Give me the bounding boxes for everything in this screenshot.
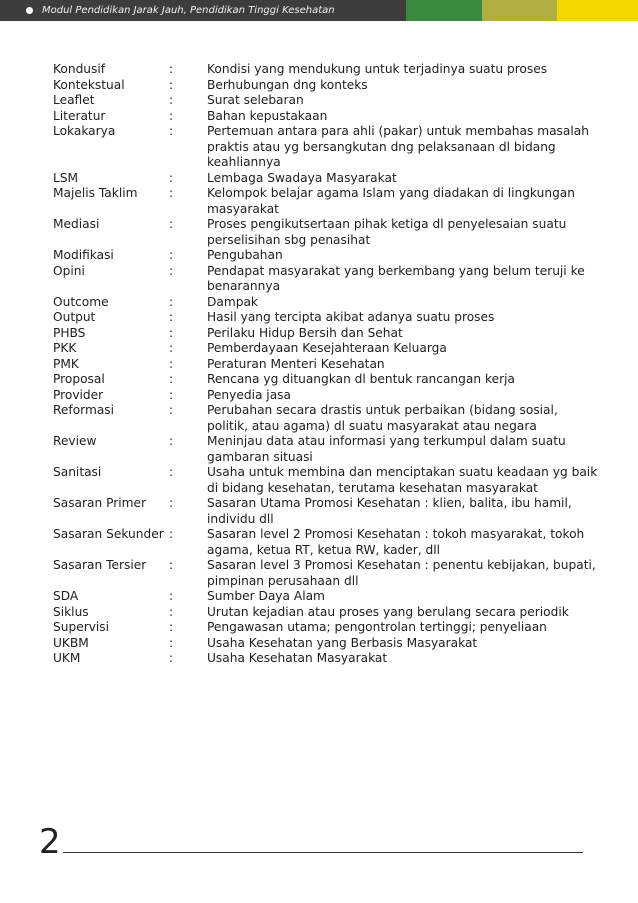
glossary-entry (53, 651, 598, 667)
glossary-term: Sanitasi (53, 465, 102, 479)
glossary-term: Proposal (53, 372, 105, 386)
glossary-definition: Surat selebaran (207, 93, 304, 107)
glossary-definition: Pendapat masyarakat yang berkembang yang belum teruji ke benarannya (207, 263, 585, 293)
glossary-entry (53, 388, 598, 404)
glossary-term: SDA (53, 589, 79, 603)
glossary-entry (53, 186, 598, 217)
glossary-term: Lokakarya (53, 124, 116, 138)
glossary-definition: Usaha Kesehatan yang Berbasis Masyarakat (207, 635, 478, 650)
glossary-separator: : (169, 620, 174, 634)
glossary-term: Outcome (53, 294, 109, 309)
glossary-definition: Usaha Kesehatan Masyarakat (207, 651, 388, 665)
glossary-separator: : (169, 341, 174, 355)
glossary-entry (53, 465, 598, 496)
glossary-term: Kondusif (53, 62, 106, 76)
glossary-term: Modifikasi (53, 248, 114, 262)
glossary-separator: : (169, 310, 174, 324)
glossary-entry (53, 372, 598, 388)
bullet-icon (26, 7, 33, 14)
glossary-entry (53, 264, 598, 295)
glossary-separator: : (169, 108, 174, 123)
glossary-definition: Kondisi yang mendukung untuk terjadinya suatu proses (207, 62, 548, 76)
glossary-term: UKBM (53, 635, 89, 650)
glossary-definition: Meninjau data atau informasi yang terkumpul dalam suatu gambaran situasi (207, 434, 566, 464)
glossary-separator: : (169, 465, 174, 479)
glossary-entry (53, 403, 598, 434)
glossary-entry (53, 341, 598, 357)
glossary-separator: : (169, 589, 174, 603)
glossary-definition: Pengubahan (207, 248, 283, 262)
glossary-term: Supervisi (53, 620, 110, 634)
glossary-definition: Pemberdayaan Kesejahteraan Keluarga (207, 341, 447, 355)
glossary-entry (53, 357, 598, 373)
glossary-separator: : (169, 372, 174, 386)
glossary-term: Literatur (53, 108, 106, 123)
glossary-separator: : (169, 387, 174, 402)
glossary-definition: Hasil yang tercipta akibat adanya suatu proses (207, 310, 495, 324)
glossary-entry (53, 171, 598, 187)
glossary-term: Siklus (53, 604, 89, 619)
glossary-entry (53, 527, 598, 558)
glossary-term: PKK (53, 341, 77, 355)
glossary-definition: Perubahan secara drastis untuk perbaikan (bidang sosial, politik, atau agama) dl suatu masyarakat atau negara (207, 403, 558, 433)
glossary-term: Output (53, 310, 96, 324)
glossary-separator: : (169, 170, 174, 185)
glossary-term: Sasaran Sekunder (53, 527, 164, 541)
glossary-separator: : (169, 325, 174, 340)
glossary-definition: Penyedia jasa (207, 387, 291, 402)
glossary-separator: : (169, 635, 174, 650)
glossary-entry (53, 636, 598, 652)
glossary-definition: Bahan kepustakaan (207, 108, 328, 123)
glossary-term: Majelis Taklim (53, 186, 138, 200)
glossary-definition: Peraturan Menteri Kesehatan (207, 356, 385, 371)
glossary-definition: Proses pengikutsertaan pihak ketiga dl penyelesaian suatu perselisihan sbg penasihat (207, 217, 567, 247)
glossary-definition: Pengawasan utama; pengontrolan tertinggi; penyeliaan (207, 620, 547, 634)
glossary-separator: : (169, 403, 174, 417)
glossary-definition: Sumber Daya Alam (207, 589, 325, 603)
glossary-separator: : (169, 496, 174, 510)
glossary-entry (53, 620, 598, 636)
glossary-definition: Perilaku Hidup Bersih dan Sehat (207, 325, 403, 340)
glossary-entry (53, 605, 598, 621)
glossary-term: Sasaran Primer (53, 496, 147, 510)
glossary-separator: : (169, 434, 174, 448)
glossary-entry (53, 124, 598, 171)
glossary-separator: : (169, 93, 174, 107)
glossary-term: PHBS (53, 325, 86, 340)
glossary-term: UKM (53, 651, 81, 665)
glossary-entry (53, 78, 598, 94)
glossary-separator: : (169, 186, 174, 200)
glossary-separator: : (169, 356, 174, 371)
glossary-entry (53, 248, 598, 264)
glossary-definition: Sasaran level 2 Promosi Kesehatan : tokoh masyarakat, tokoh agama, ketua RT, ketua RW, kader, dll (207, 527, 585, 557)
page-number: 2 (39, 822, 61, 862)
glossary-definition: Sasaran level 3 Promosi Kesehatan : penentu kebijakan, bupati, pimpinan perusahaan dll (207, 558, 596, 588)
glossary-entry (53, 589, 598, 605)
footer-rule (63, 852, 583, 853)
glossary-term: LSM (53, 170, 79, 185)
glossary-definition: Urutan kejadian atau proses yang berulang secara periodik (207, 604, 569, 619)
glossary-entry (53, 310, 598, 326)
glossary-separator: : (169, 604, 174, 619)
glossary-definition: Lembaga Swadaya Masyarakat (207, 170, 397, 185)
glossary-term: Opini (53, 263, 85, 278)
header-title-bar (0, 0, 406, 21)
glossary-definition: Berhubungan dng konteks (207, 77, 368, 92)
glossary-entry (53, 558, 598, 589)
glossary-entry (53, 62, 598, 78)
glossary-definition: Dampak (207, 294, 258, 309)
glossary-separator: : (169, 62, 174, 76)
glossary-definition: Usaha untuk membina dan menciptakan suatu keadaan yg baik di bidang kesehatan, terutama kesehatan masyarakat (207, 465, 598, 495)
glossary-separator: : (169, 77, 174, 92)
glossary-entry (53, 295, 598, 311)
glossary-entry (53, 109, 598, 125)
module-title: Modul Pendidikan Jarak Jauh, Pendidikan Tinggi Kesehatan (42, 5, 335, 16)
glossary-entry (53, 217, 598, 248)
glossary-entry (53, 326, 598, 342)
glossary-definition: Rencana yg dituangkan dl bentuk rancangan kerja (207, 372, 515, 386)
glossary-term: Review (53, 434, 97, 448)
glossary-term: PMK (53, 356, 79, 371)
glossary-term: Sasaran Tersier (53, 558, 147, 572)
glossary-entry (53, 93, 598, 109)
glossary-term: Kontekstual (53, 77, 125, 92)
glossary-separator: : (169, 558, 174, 572)
glossary-separator: : (169, 124, 174, 138)
glossary-list (53, 62, 598, 667)
glossary-term: Reformasi (53, 403, 115, 417)
glossary-term: Mediasi (53, 217, 100, 231)
glossary-separator: : (169, 248, 174, 262)
header-color-segment-yellow (557, 0, 638, 21)
glossary-definition: Pertemuan antara para ahli (pakar) untuk membahas masalah praktis atau yg bersangkutan dng pelaksanaan dl bidang keahliannya (207, 124, 589, 169)
glossary-definition: Sasaran Utama Promosi Kesehatan : klien, balita, ibu hamil, individu dll (207, 496, 572, 526)
header-color-segment-olive (482, 0, 557, 21)
glossary-term: Leaflet (53, 93, 95, 107)
glossary-entry (53, 434, 598, 465)
glossary-separator: : (169, 217, 174, 231)
glossary-separator: : (169, 263, 174, 278)
glossary-separator: : (169, 527, 174, 541)
header-color-segment-green (406, 0, 482, 21)
glossary-term: Provider (53, 387, 104, 402)
glossary-definition: Kelompok belajar agama Islam yang diadakan di lingkungan masyarakat (207, 186, 575, 216)
glossary-separator: : (169, 651, 174, 665)
glossary-entry (53, 496, 598, 527)
page-header (0, 0, 638, 21)
glossary-separator: : (169, 294, 174, 309)
